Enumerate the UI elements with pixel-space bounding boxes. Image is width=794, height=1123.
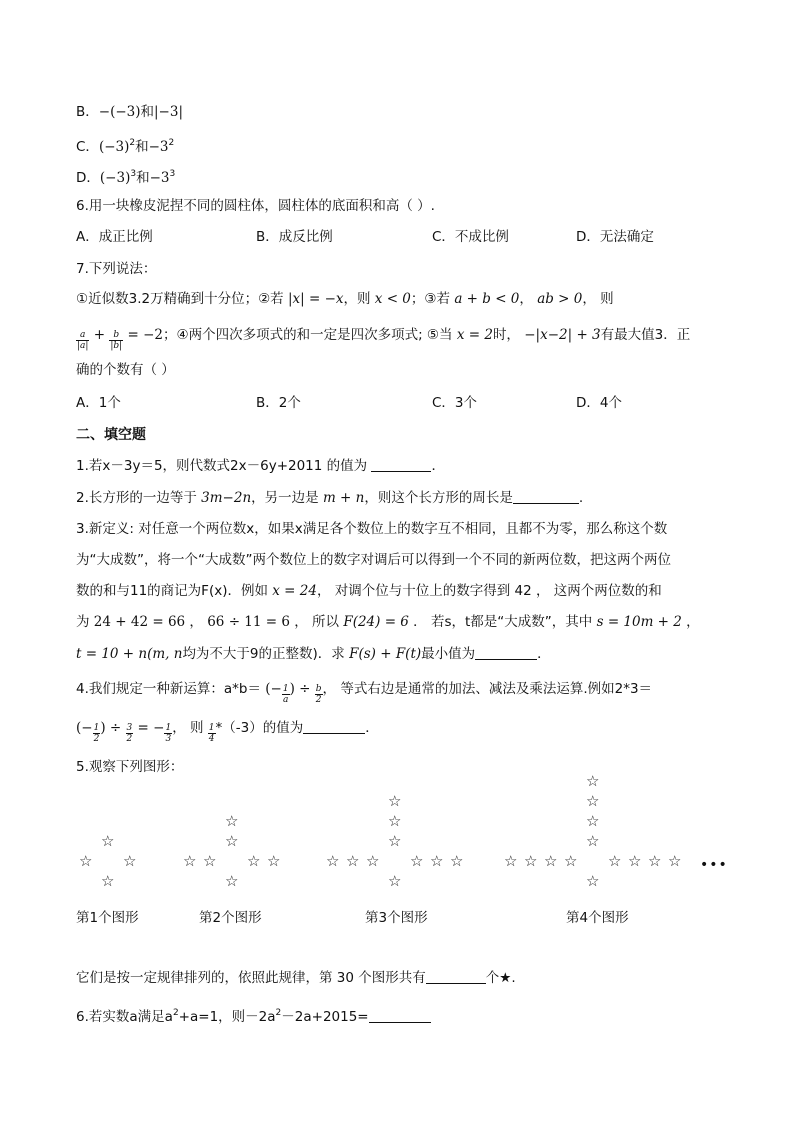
q7-option-d: D．4个: [576, 395, 622, 411]
ellipsis: •••: [700, 857, 728, 873]
q7-line1: ①近似数3.2万精确到十分位；②若 |x| = −x，则 x < 0；③若 a + b < 0， ab > 0， 则: [76, 291, 614, 307]
option-b: B．−(−3)和|−3|: [76, 104, 184, 120]
star-icon: ☆: [586, 792, 600, 810]
star-icon: ☆: [586, 832, 600, 850]
fraction: $\frac{1}{a}$: [282, 684, 289, 705]
fill-3-line5: t = 10 + n(m, n均为不大于9的正整数)．求 F(s) + F(t)最小值为 ．: [76, 646, 551, 662]
star-icon: ☆: [608, 852, 622, 870]
star-icon: ☆: [388, 792, 402, 810]
fill-3-line1: 3.新定义: 对任意一个两位数x，如果x满足各个数位上的数字互不相同，且都不为零，那么称这个数: [76, 521, 668, 537]
fill-5-stem: 5.观察下列图形：: [76, 759, 184, 775]
star-icon: ☆: [586, 812, 600, 830]
fill-4-line1: 4.我们规定一种新运算：a*b＝ (− $\frac{1}{a}$ ) ÷ $\frac{b}{2}$ ， 等式右边是通常的加法、减法及乘法运算.例如2*3＝: [76, 681, 653, 705]
fill-3-line2: 为“大成数”，将一个“大成数”两个数位上的数字对调后可以得到一个不同的新两位数，把这两个两位: [76, 552, 671, 568]
star-icon: ☆: [225, 832, 239, 850]
q6-option-b: B．成反比例: [256, 229, 333, 245]
star-icon: ☆: [101, 872, 115, 890]
star-icon: ☆: [79, 852, 93, 870]
q7-option-b: B．2个: [256, 395, 301, 411]
star-icon: ☆: [247, 852, 261, 870]
fill-6: 6.若实数a满足$a^2+a=1$，则$-2a^2-2a+2015=$: [76, 1003, 431, 1027]
figure-caption-3: 第3个图形: [365, 910, 428, 926]
star-icon: ☆: [648, 852, 662, 870]
answer-blank[interactable]: [303, 719, 365, 734]
star-icon: ☆: [225, 872, 239, 890]
star-icon: ☆: [203, 852, 217, 870]
figure-caption-1: 第1个图形: [76, 910, 139, 926]
star-icon: ☆: [326, 852, 340, 870]
star-icon: ☆: [225, 812, 239, 830]
star-icon: ☆: [123, 852, 137, 870]
fill-3-line4: 为 24 + 42 = 66 ， 66 ÷ 11 = 6 ， 所以 F(24) = 6 ． 若s，t都是“大成数”，其中 s = 10m + 2 ，: [76, 614, 700, 630]
q7-line3: 确的个数有（ ）: [76, 362, 175, 378]
q6-option-d: D．无法确定: [576, 229, 654, 245]
q7-line2: $\frac{a}{|a|}$ + $\frac{b}{|b|}$ = −2；④两个四次多项式的和一定是四次多项式; ⑤当 x = 2时， −|x−2| + 3有最大值3．正: [77, 327, 691, 351]
q7-stem: 7.下列说法：: [76, 261, 157, 277]
answer-blank[interactable]: [475, 645, 537, 660]
q6-option-c: C．不成比例: [432, 229, 509, 245]
fill-5-question: 它们是按一定规律排列的，依照此规律，第 30 个图形共有 个★.: [76, 970, 516, 986]
star-icon: ☆: [586, 872, 600, 890]
star-icon: ☆: [267, 852, 281, 870]
fill-4-line2: (− $\frac{1}{2}$ ) ÷ $\frac{3}{2}$ = − $\frac{1}{3}$ ， 则 $\frac{1}{4}$ *（-3）的值为 ．: [76, 720, 379, 744]
star-icon: ☆: [388, 832, 402, 850]
star-icon: ☆: [346, 852, 360, 870]
fraction: $\frac{b}{2}$: [315, 684, 322, 705]
option-d: D．$(-3)^3$和$-3^3$: [76, 169, 176, 186]
figure-caption-2: 第2个图形: [199, 910, 262, 926]
star-icon: ☆: [388, 812, 402, 830]
star-icon: ☆: [586, 772, 600, 790]
star-icon: ☆: [388, 872, 402, 890]
fraction: $\frac{3}{2}$: [126, 723, 133, 744]
star-icon: ☆: [430, 852, 444, 870]
star-icon: ☆: [628, 852, 642, 870]
fraction: $\frac{1}{2}$: [93, 723, 100, 744]
star-icon: ☆: [410, 852, 424, 870]
q7-option-a: A．1个: [76, 395, 121, 411]
star-icon: ☆: [504, 852, 518, 870]
star-icon: ☆: [524, 852, 538, 870]
q7-option-c: C．3个: [432, 395, 478, 411]
star-icon: ☆: [101, 832, 115, 850]
q6-stem: 6.用一块橡皮泥捏不同的圆柱体，圆柱体的底面积和高（ ）.: [76, 198, 435, 214]
fill-3-line3: 数的和与11的商记为F(x)．例如 x = 24， 对调个位与十位上的数字得到 42 ， 这两个两位数的和: [76, 583, 662, 599]
fraction-b-over-abs-b: $\frac{b}{|b|}$: [110, 330, 123, 351]
fraction: $\frac{1}{3}$: [165, 723, 172, 744]
star-icon: ☆: [366, 852, 380, 870]
answer-blank[interactable]: [426, 969, 486, 984]
answer-blank[interactable]: [513, 489, 579, 504]
star-icon: ☆: [183, 852, 197, 870]
answer-blank[interactable]: [369, 1008, 431, 1023]
fraction-a-over-abs-a: $\frac{a}{|a|}$: [77, 330, 89, 351]
q6-option-a: A．成正比例: [76, 229, 153, 245]
star-icon: ☆: [544, 852, 558, 870]
fill-1: 1.若x－3y＝5，则代数式2x－6y+2011 的值为 ．: [76, 458, 445, 474]
fill-2: 2.长方形的一边等于 3m−2n，另一边是 m + n，则这个长方形的周长是 .: [76, 490, 584, 506]
section-heading: 二、填空题: [76, 427, 146, 443]
star-icon: ☆: [564, 852, 578, 870]
star-icon: ☆: [668, 852, 682, 870]
figure-caption-4: 第4个图形: [566, 910, 629, 926]
star-icon: ☆: [450, 852, 464, 870]
option-c: C．$(-3)^2$和$-3^2$: [76, 138, 175, 155]
fraction: $\frac{1}{4}$: [208, 723, 215, 744]
answer-blank[interactable]: [371, 457, 431, 472]
